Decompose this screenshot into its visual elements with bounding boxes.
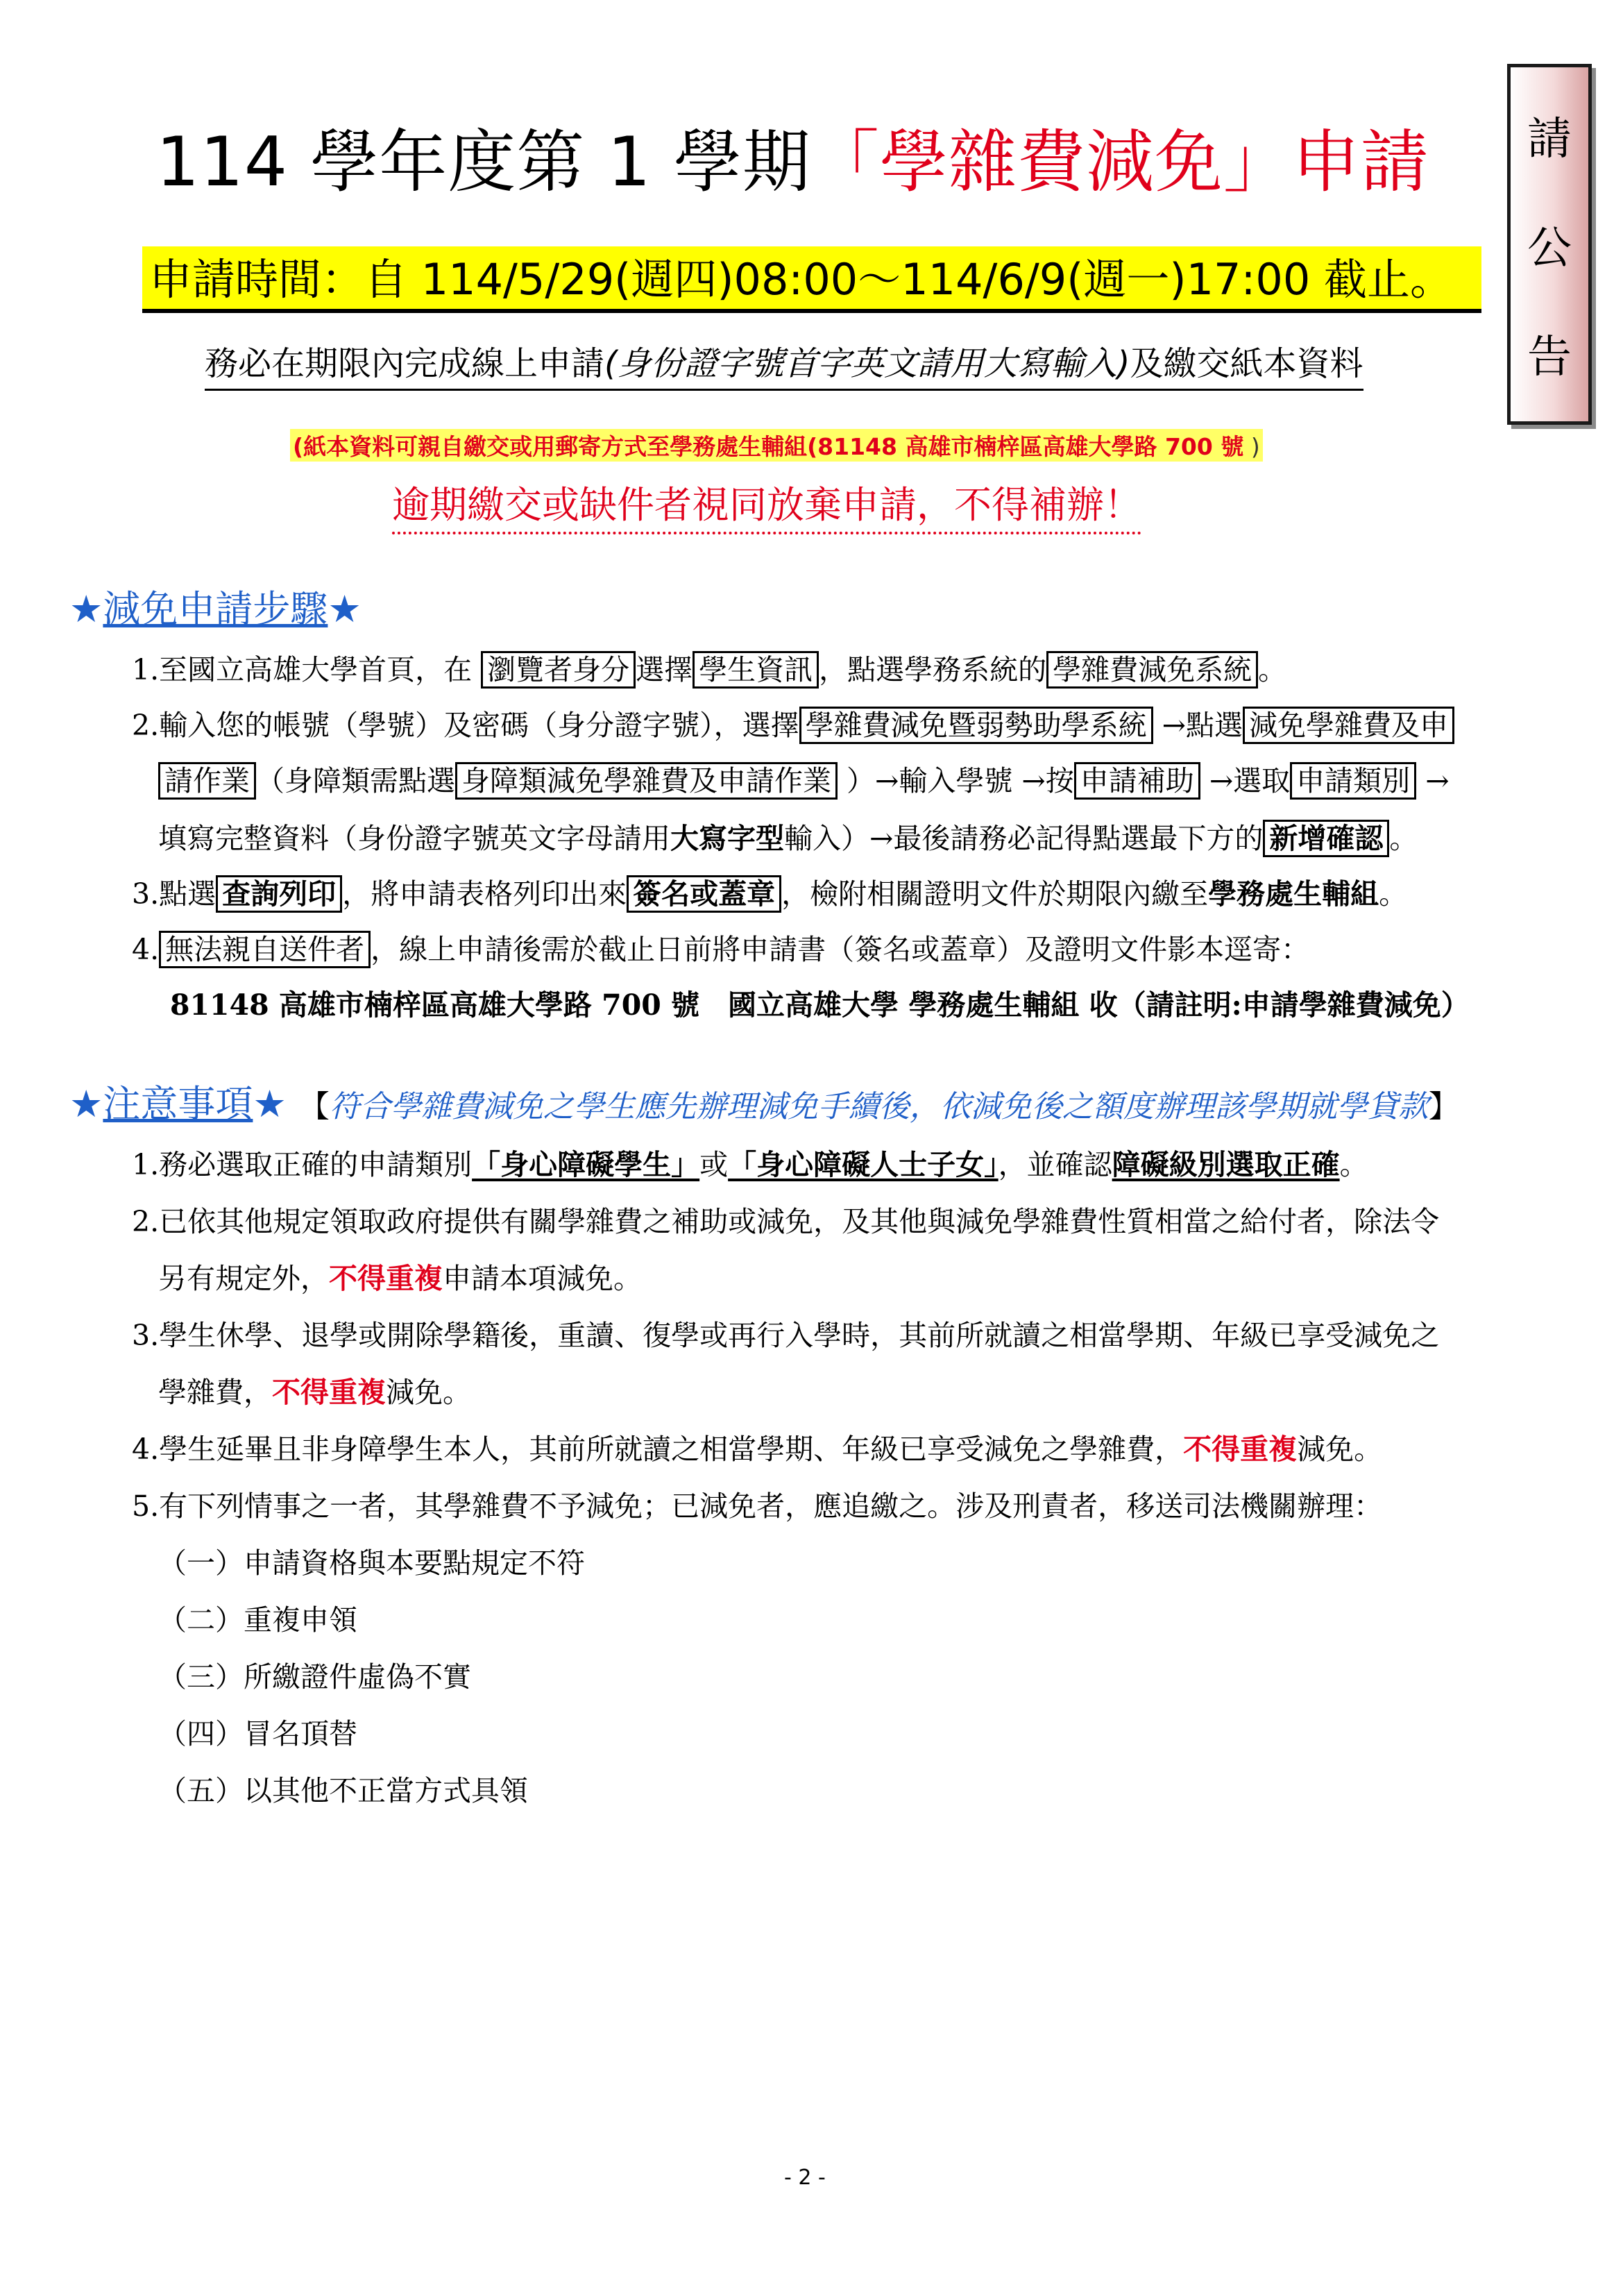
ui-term-box: 申請類別 <box>1290 762 1416 800</box>
text-segment: 3.點選 <box>132 877 216 911</box>
application-period: 申請時間：自 114/5/29(週四)08:00～114/6/9(週一)17:00 截止。 <box>142 246 1481 313</box>
late-warning: 逾期繳交或缺件者視同放棄申請，不得補辦！ <box>392 475 1141 534</box>
ui-term-box: 學雜費減免暨弱勢助學系統 <box>799 707 1153 744</box>
title-suffix: 申請 <box>1291 123 1429 202</box>
text-segment: 填寫完整資料（身份證字號英文字母請用 <box>158 822 670 855</box>
note-5-sub-item: （四）冒名頂替 <box>158 1717 357 1750</box>
ui-term-box: 請作業 <box>158 762 256 800</box>
text-segment: 申請本項減免。 <box>443 1262 642 1295</box>
page-title <box>156 108 1429 205</box>
text-segment: 減免。 <box>386 1376 471 1409</box>
step-2-line-1 <box>132 704 1454 746</box>
text-segment: 1.務必選取正確的申請類別 <box>132 1148 473 1181</box>
step-4 <box>132 929 1309 970</box>
note-5-sub-item: （五）以其他不正當方式具領 <box>158 1774 528 1807</box>
steps-heading <box>69 580 362 633</box>
note-4 <box>132 1428 1382 1470</box>
text-segment: 。 <box>1379 877 1408 911</box>
ui-term-box: 新增確認 <box>1263 820 1389 857</box>
text-segment: 【 <box>298 1089 330 1124</box>
paper-submission-note <box>290 429 1263 462</box>
online-note-italic: (身份證字號首字英文請用大寫輸入) <box>604 344 1130 383</box>
text-segment: ，線上申請後需於截止日前將申請書（簽名或蓋章）及證明文件影本逕寄： <box>371 933 1310 966</box>
notes-subtitle <box>299 1089 1459 1124</box>
step-1 <box>132 649 1286 691</box>
ui-term-box: 學雜費減免系統 <box>1046 651 1258 689</box>
ui-term-box: 瀏覽者身分 <box>481 651 636 689</box>
text-segment: ，點選學務系統的 <box>819 653 1047 686</box>
text-segment: 障礙級別選取正確 <box>1112 1148 1340 1181</box>
text-segment: 不得重複 <box>1183 1433 1298 1466</box>
text-segment: 另有規定外， <box>158 1262 329 1295</box>
ui-term-box: 查詢列印 <box>216 875 342 913</box>
text-segment: 「身心障礙人士子女」 <box>728 1148 999 1181</box>
step-2-line-2 <box>158 760 1450 802</box>
text-segment: →選取 <box>1200 764 1291 797</box>
star-icon: ★ <box>328 587 362 631</box>
star-icon: ★ <box>69 1082 103 1126</box>
text-segment: 。 <box>1339 1148 1368 1181</box>
step-2-line-3 <box>158 818 1418 859</box>
text-segment: 輸入）→最後請務必記得點選最下方的 <box>784 822 1264 855</box>
ui-term-box: 減免學雜費及申 <box>1243 707 1454 744</box>
text-segment: 4. <box>132 933 160 966</box>
text-segment: 2.輸入您的帳號（學號）及密碼（身分證字號），選擇 <box>132 709 799 742</box>
announcement-tag <box>1507 64 1592 425</box>
text-segment: 】 <box>1428 1089 1459 1124</box>
ui-term-box: 身障類減免學雜費及申請作業 <box>455 762 838 800</box>
text-segment: 不得重複 <box>272 1376 386 1409</box>
text-segment: ，檢附相關證明文件於期限內繳至 <box>781 877 1209 911</box>
note-2-line-2 <box>158 1258 642 1299</box>
note-1 <box>132 1144 1368 1185</box>
text-segment: ，將申請表格列印出來 <box>342 877 627 911</box>
notes-heading <box>69 1074 1459 1128</box>
text-segment: 。 <box>1389 822 1418 855</box>
text-segment: 大寫字型 <box>670 822 784 855</box>
steps-heading-text: 減免申請步驟 <box>103 587 328 631</box>
text-segment: 「身心障礙學生」 <box>472 1148 700 1181</box>
step-3 <box>132 873 1407 915</box>
text-segment: → <box>1416 764 1450 797</box>
paper-note-text: (紙本資料可親自繳交或用郵寄方式至學務處生輔組(81148 高雄市楠梓區高雄大學路 700 號 <box>293 433 1244 460</box>
ui-term-box: 簽名或蓋章 <box>627 875 781 913</box>
notes-heading-text: 注意事項 <box>103 1082 253 1126</box>
text-segment: 4.學生延畢且非身障學生本人，其前所就讀之相當學期、年級已享受減免之學雜費， <box>132 1433 1184 1466</box>
text-segment: 符合學雜費減免之學生應先辦理減免手續後，依減免後之額度辦理該學期就學貸款 <box>329 1089 1429 1124</box>
note-5-sub-item: （三）所繳證件虛偽不實 <box>158 1660 471 1694</box>
text-segment: →點選 <box>1153 709 1243 742</box>
note-5-sub-item: （二）重複申領 <box>158 1603 357 1637</box>
note-2-line-1: 2.已依其他規定領取政府提供有關學雜費之補助或減免，及其他與減免學雜費性質相當之給付者，除法令 <box>132 1205 1440 1238</box>
ui-term-box: 申請補助 <box>1074 762 1200 800</box>
announcement-char: 告 <box>1527 331 1572 383</box>
paper-note-end: ) <box>1243 433 1260 460</box>
star-icon: ★ <box>253 1082 287 1126</box>
title-prefix: 114 學年度第 1 學期 <box>156 123 811 202</box>
announcement-char: 公 <box>1527 222 1572 274</box>
note-5-sub-item: （一）申請資格與本要點規定不符 <box>158 1546 585 1580</box>
text-segment: 減免。 <box>1297 1433 1383 1466</box>
text-segment: 選擇 <box>636 653 693 686</box>
title-highlight: 「學雜費減免」 <box>810 123 1292 202</box>
text-segment: 學務處生輔組 <box>1208 877 1379 911</box>
online-application-note <box>205 337 1363 391</box>
mailing-address: 81148 高雄市楠梓區高雄大學路 700 號 國立高雄大學 學務處生輔組 收（請註明:申請學雜費減免） <box>170 988 1470 1022</box>
star-icon: ★ <box>69 587 103 631</box>
text-segment: 不得重複 <box>329 1262 443 1295</box>
note-3-line-2 <box>158 1371 471 1413</box>
note-5: 5.有下列情事之一者，其學雜費不予減免；已減免者，應追繳之。涉及刑責者，移送司法機關辦理： <box>132 1489 1383 1523</box>
text-segment: 或 <box>699 1148 729 1181</box>
ui-term-box: 學生資訊 <box>692 651 819 689</box>
text-segment: ，並確認 <box>998 1148 1112 1181</box>
text-segment: （身障類需點選 <box>256 764 455 797</box>
text-segment: 學雜費， <box>158 1376 272 1409</box>
note-3-line-1: 3.學生休學、退學或開除學籍後，重讀、復學或再行入學時，其前所就讀之相當學期、年級已享受減免之 <box>132 1319 1440 1352</box>
text-segment: 1.至國立高雄大學首頁，在 <box>132 653 482 686</box>
online-note-text-end: 及繳交紙本資料 <box>1130 344 1363 383</box>
text-segment: ）→輸入學號 →按 <box>838 764 1074 797</box>
page-number: - 2 - <box>784 2166 826 2190</box>
online-note-text: 務必在期限內完成線上申請 <box>205 344 605 383</box>
announcement-char: 請 <box>1527 114 1572 166</box>
text-segment: 。 <box>1258 653 1287 686</box>
ui-term-box: 無法親自送件者 <box>159 931 371 968</box>
